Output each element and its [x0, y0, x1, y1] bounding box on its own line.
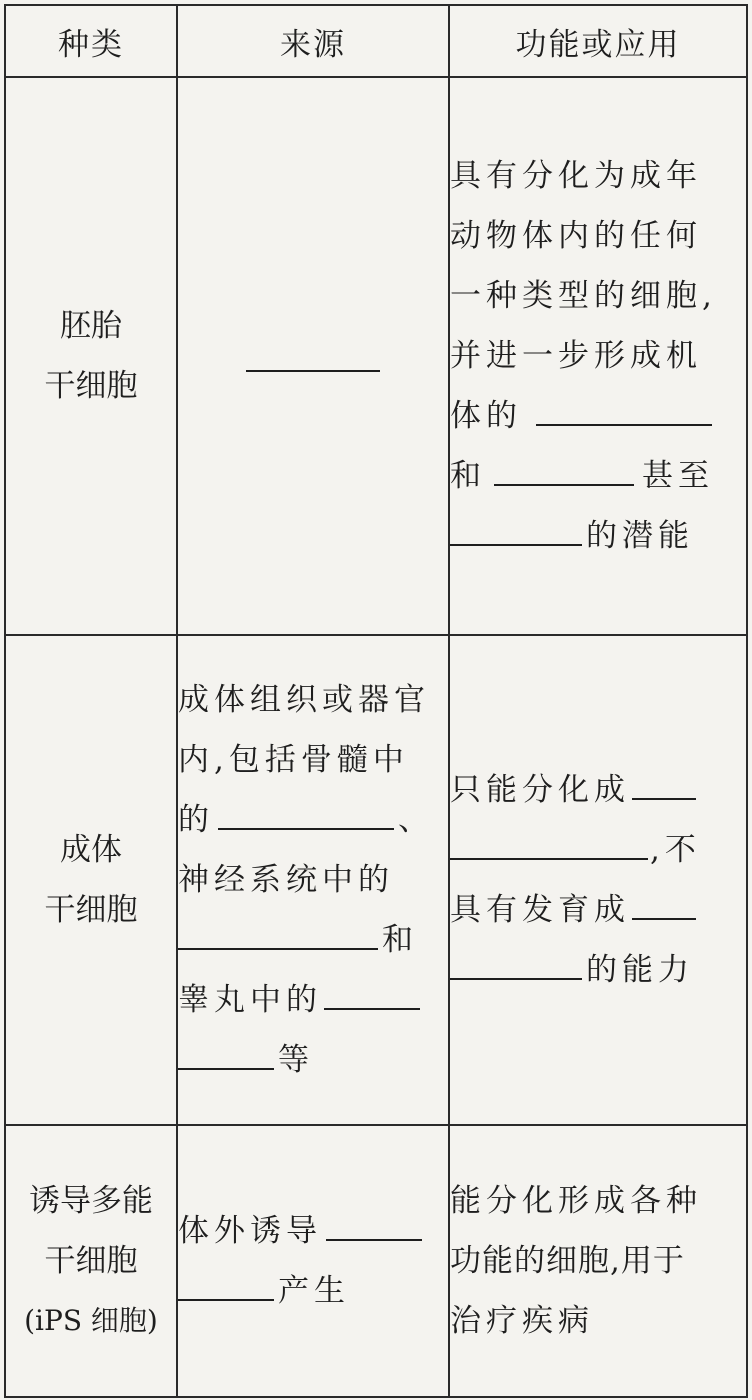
source-cell-ips: 体外诱导 产生: [177, 1125, 449, 1397]
header-function: 功能或应用: [449, 5, 747, 77]
type-cell-embryonic: 胚胎 干细胞: [5, 77, 177, 635]
function-cell-ips: 能分化形成各种 功能的细胞,用于 治疗疾病: [449, 1125, 747, 1397]
blank-ips-src-1[interactable]: [326, 1205, 422, 1241]
function-cell-embryonic: 具有分化为成年 动物体内的任何 一种类型的细胞, 并进一步形成机 体的 和 甚至 的潜能: [449, 77, 747, 635]
source-cell-adult: 成体组织或器官 内,包括骨髓中 的 、 神经系统中的 和 睾丸中的 等: [177, 635, 449, 1125]
blank-adult-fn-1[interactable]: [632, 764, 696, 800]
source-cell-embryonic: [177, 77, 449, 635]
blank-embryonic-fn-2[interactable]: [494, 450, 634, 486]
table-row-ips: [5, 1125, 747, 1397]
blank-adult-src-3[interactable]: [324, 974, 420, 1010]
table-row-embryonic: [5, 77, 747, 635]
header-type: 种类: [5, 5, 177, 77]
header-row: [5, 5, 747, 77]
blank-adult-fn-2[interactable]: [450, 824, 648, 860]
blank-embryonic-fn-1[interactable]: [536, 390, 712, 426]
blank-adult-src-1[interactable]: [218, 794, 394, 830]
type-cell-ips: 诱导多能 干细胞 (iPS 细胞): [5, 1125, 177, 1397]
blank-adult-src-2[interactable]: [178, 914, 378, 950]
header-source: 来源: [177, 5, 449, 77]
stem-cell-table: [4, 4, 748, 1398]
type-cell-adult: 成体 干细胞: [5, 635, 177, 1125]
blank-embryonic-fn-3[interactable]: [450, 510, 582, 546]
blank-adult-fn-3[interactable]: [632, 884, 696, 920]
table-row-adult: [5, 635, 747, 1125]
blank-adult-src-4[interactable]: [178, 1034, 274, 1070]
blank-embryonic-source[interactable]: [246, 336, 380, 372]
function-cell-adult: 只能分化成 ,不 具有发育成 的能力: [449, 635, 747, 1125]
blank-ips-src-2[interactable]: [178, 1265, 274, 1301]
blank-adult-fn-4[interactable]: [450, 944, 582, 980]
